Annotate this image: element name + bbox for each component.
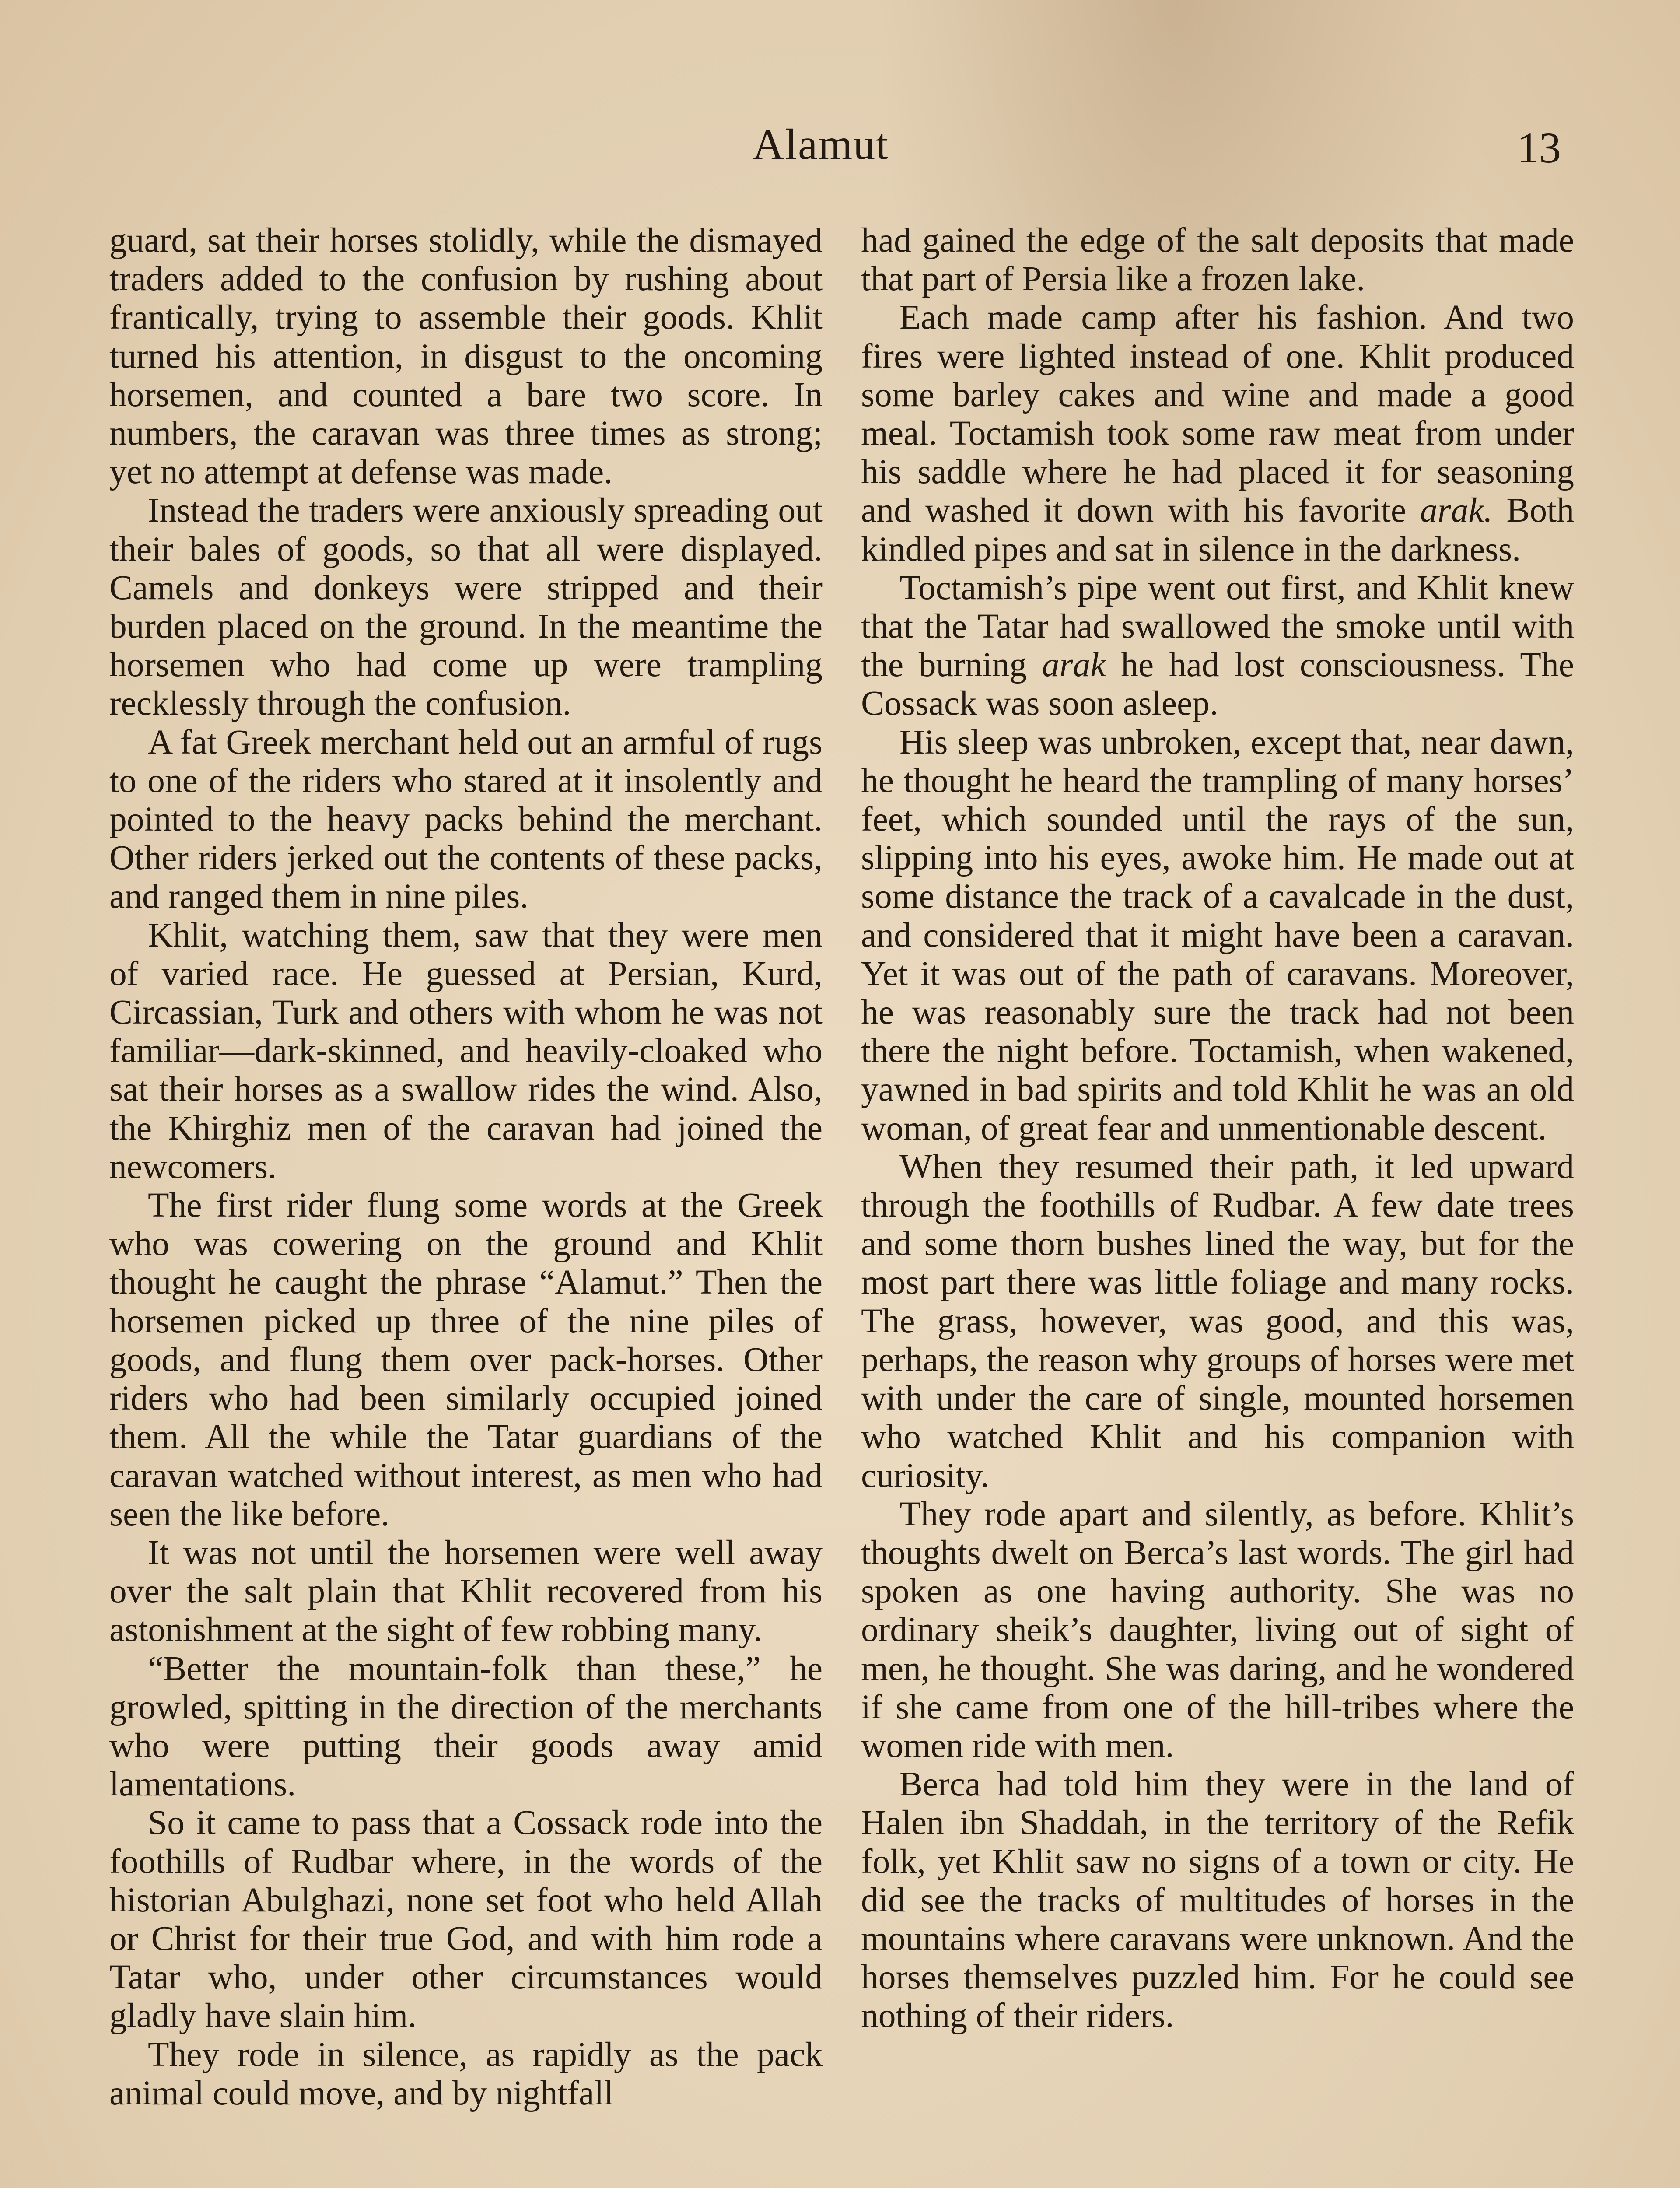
paragraph: Khlit, watching them, saw that they were men of varied race. He guessed at Persian, Kurd, Circassian, Turk and others with whom he was not familiar—dark-skinned, and heavily-cloaked who sat their horses as a swallow rides the wind. Also, the Khirghiz men of the caravan had joined the newcomers.	[109, 915, 822, 1186]
left-column	[109, 221, 822, 2112]
paragraph: So it came to pass that a Cossack rode into the foothills of Rudbar where, in the words of the historian Abulghazi, none set foot who held Allah or Christ for their true God, and with him rode a Tatar who, under other circumstances would gladly have slain him.	[109, 1803, 822, 2035]
paragraph: The first rider flung some words at the Greek who was cowering on the ground and Khlit thought he caught the phrase “Alamut.” Then the horsemen picked up three of the nine piles of goods, and flung them over pack-horses. Other riders who had been similarly occupied joined them. All the while the Tatar guardians of the caravan watched without interest, as men who had seen the like before.	[109, 1186, 822, 1533]
running-title: Alamut	[752, 120, 889, 168]
paragraph-text: he had lost consciousness. The Cossack was soon asleep.	[861, 645, 1575, 723]
paragraph: It was not until the horsemen were well away over the salt plain that Khlit recovered from his astonishment at the sight of few robbing many.	[109, 1533, 822, 1649]
paragraph: had gained the edge of the salt deposits that made that part of Persia like a frozen lake.	[861, 221, 1574, 298]
paragraph: Instead the traders were anxiously spreading out their bales of goods, so that all were displayed. Camels and donkeys were stripped and their burden placed on the ground. In the meantime the horsemen who had come up were trampling recklessly through the confusion.	[109, 491, 822, 723]
paragraph: When they resumed their path, it led upward through the foothills of Rudbar. A few date trees and some thorn bushes lined the way, but for the most part there was little foliage and many rocks. The grass, however, was good, and this was, perhaps, the reason why groups of horses were met with under the care of single, mounted horsemen who watched Khlit and his companion with curiosity.	[861, 1147, 1574, 1495]
paragraph: guard, sat their horses stolidly, while the dismayed traders added to the confusion by rushing about frantically, trying to assemble their goods. Khlit turned his attention, in disgust to the oncoming horsemen, and counted a bare two score. In numbers, the caravan was three times as strong; yet no attempt at defense was made.	[109, 221, 822, 491]
paragraph: They rode in silence, as rapidly as the pack animal could move, and by nightfall	[109, 2035, 822, 2112]
paragraph: They rode apart and silently, as before. Khlit’s thoughts dwelt on Berca’s last words. The girl had spoken as one having authority. She was no ordinary sheik’s daughter, living out of sight of men, he thought. She was daring, and he wondered if she came from one of the hill-tribes where the women ride with men.	[861, 1494, 1574, 1765]
paragraph-text: Each made camp after his fashion. And two fires were lighted instead of one. Khlit produced some barley cakes and wine and made a good meal. Toctamish took some raw meat from under his saddle where he had placed it for seasoning and washed it down with his favorite	[861, 298, 1574, 530]
paragraph: Berca had told him they were in the land of Halen ibn Shaddah, in the territory of the Refik folk, yet Khlit saw no signs of a town or city. He did see the tracks of multitudes of horses in the mountains where caravans were unknown. And the horses themselves puzzled him. For he could see nothing of their riders.	[861, 1765, 1574, 2035]
page-number: 13	[1517, 123, 1561, 172]
paragraph	[861, 568, 1574, 723]
right-column	[861, 221, 1574, 2035]
paragraph: His sleep was unbroken, except that, near dawn, he thought he heard the trampling of many horses’ feet, which sounded until the rays of the sun, slipping into his eyes, awoke him. He made out at some distance the track of a cavalcade in the dust, and considered that it might have been a caravan. Yet it was out of the path of caravans. Moreover, he was reasonably sure the track had not been there the night before. Toctamish, when wakened, yawned in bad spirits and told Khlit he was an old woman, of great fear and unmentionable descent.	[861, 722, 1574, 1147]
paragraph-text: Both kindled pipes and sat in silence in the darkness.	[861, 491, 1574, 568]
paragraph: “Better the mountain-folk than these,” he growled, spitting in the direction of the merchants who were putting their goods away amid lamentations.	[109, 1649, 822, 1804]
paragraph-text: Toctamish’s pipe went out first, and Khlit knew that the Tatar had swallowed the smoke until with the burning	[861, 568, 1574, 684]
italic-word: arak	[1042, 645, 1106, 684]
paragraph: A fat Greek merchant held out an armful of rugs to one of the riders who stared at it insolently and pointed to the heavy packs behind the merchant. Other riders jerked out the contents of these packs, and ranged them in nine piles.	[109, 722, 822, 916]
italic-word: arak.	[1420, 491, 1493, 530]
paragraph	[861, 298, 1574, 568]
